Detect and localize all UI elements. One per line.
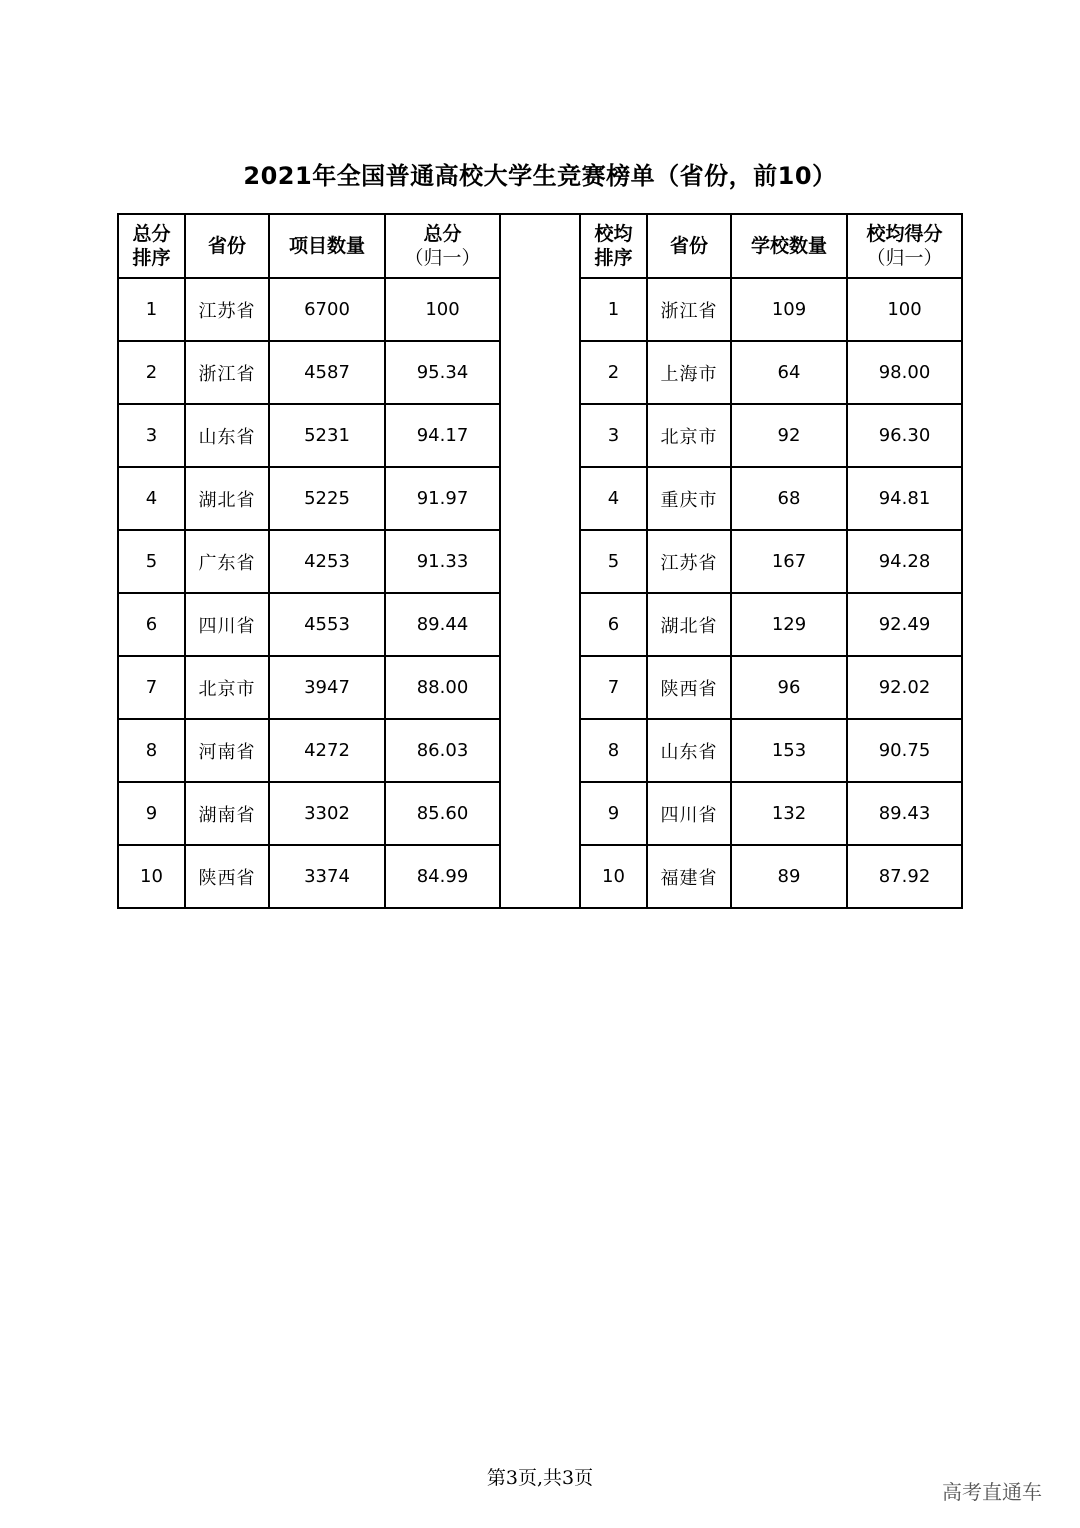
left-score-cell: 85.60 (385, 782, 500, 845)
left-province-cell: 广东省 (185, 530, 269, 593)
left-province-cell: 湖北省 (185, 467, 269, 530)
left-count-cell: 4553 (269, 593, 385, 656)
left-score-cell: 86.03 (385, 719, 500, 782)
header-province-left: 省份 (185, 214, 269, 278)
right-score-cell: 96.30 (847, 404, 962, 467)
right-count-cell: 153 (731, 719, 847, 782)
left-count-cell: 3947 (269, 656, 385, 719)
right-rank-cell: 4 (580, 467, 647, 530)
right-rank-cell: 10 (580, 845, 647, 908)
header-total-score-line1: 总分 (423, 223, 462, 245)
left-rank-cell: 2 (118, 341, 185, 404)
right-province-cell: 陕西省 (647, 656, 731, 719)
right-province-cell: 浙江省 (647, 278, 731, 341)
left-province-cell: 山东省 (185, 404, 269, 467)
right-count-cell: 109 (731, 278, 847, 341)
right-province-cell: 福建省 (647, 845, 731, 908)
left-count-cell: 3302 (269, 782, 385, 845)
left-province-cell: 湖南省 (185, 782, 269, 845)
header-school-count: 学校数量 (731, 214, 847, 278)
left-score-cell: 91.97 (385, 467, 500, 530)
right-rank-cell: 8 (580, 719, 647, 782)
left-score-cell: 95.34 (385, 341, 500, 404)
right-rank-cell: 3 (580, 404, 647, 467)
header-avg-rank (580, 214, 647, 278)
header-total-rank-line1: 总分 (132, 223, 171, 245)
right-count-cell: 167 (731, 530, 847, 593)
left-score-cell: 89.44 (385, 593, 500, 656)
right-rank-cell: 1 (580, 278, 647, 341)
right-rank-cell: 6 (580, 593, 647, 656)
header-total-rank (118, 214, 185, 278)
left-count-cell: 4587 (269, 341, 385, 404)
right-rank-cell: 2 (580, 341, 647, 404)
left-count-cell: 5225 (269, 467, 385, 530)
right-score-cell: 94.28 (847, 530, 962, 593)
right-province-cell: 山东省 (647, 719, 731, 782)
right-province-cell: 上海市 (647, 341, 731, 404)
header-total-score-line2: （归一） (404, 247, 481, 269)
page-number: 第3页,共3页 (486, 1467, 594, 1489)
right-count-cell: 129 (731, 593, 847, 656)
left-rank-cell: 4 (118, 467, 185, 530)
header-total-rank-line2: 排序 (132, 247, 171, 269)
header-total-score (385, 214, 500, 278)
header-avg-score-line2: （归一） (866, 247, 943, 269)
header-project-count: 项目数量 (269, 214, 385, 278)
right-province-cell: 四川省 (647, 782, 731, 845)
watermark: 高考直通车 (942, 1480, 1042, 1504)
left-province-cell: 河南省 (185, 719, 269, 782)
right-score-cell: 90.75 (847, 719, 962, 782)
right-count-cell: 132 (731, 782, 847, 845)
left-rank-cell: 1 (118, 278, 185, 341)
left-score-cell: 100 (385, 278, 500, 341)
right-score-cell: 89.43 (847, 782, 962, 845)
page-title: 2021年全国普通高校大学生竞赛榜单（省份，前10） (243, 162, 837, 190)
right-rank-cell: 7 (580, 656, 647, 719)
left-score-cell: 94.17 (385, 404, 500, 467)
left-count-cell: 4272 (269, 719, 385, 782)
left-province-cell: 江苏省 (185, 278, 269, 341)
left-rank-cell: 3 (118, 404, 185, 467)
header-province-right: 省份 (647, 214, 731, 278)
left-rank-cell: 10 (118, 845, 185, 908)
right-score-cell: 100 (847, 278, 962, 341)
left-rank-cell: 5 (118, 530, 185, 593)
right-province-cell: 北京市 (647, 404, 731, 467)
right-count-cell: 89 (731, 845, 847, 908)
header-avg-rank-line1: 校均 (594, 223, 633, 245)
left-rank-cell: 8 (118, 719, 185, 782)
table-gap (500, 214, 580, 908)
left-count-cell: 4253 (269, 530, 385, 593)
right-province-cell: 江苏省 (647, 530, 731, 593)
right-count-cell: 96 (731, 656, 847, 719)
right-score-cell: 87.92 (847, 845, 962, 908)
right-score-cell: 92.49 (847, 593, 962, 656)
left-score-cell: 84.99 (385, 845, 500, 908)
right-count-cell: 92 (731, 404, 847, 467)
right-province-cell: 湖北省 (647, 593, 731, 656)
right-score-cell: 98.00 (847, 341, 962, 404)
left-count-cell: 5231 (269, 404, 385, 467)
left-province-cell: 北京市 (185, 656, 269, 719)
header-avg-score-line1: 校均得分 (866, 223, 943, 245)
right-score-cell: 92.02 (847, 656, 962, 719)
left-score-cell: 91.33 (385, 530, 500, 593)
right-count-cell: 68 (731, 467, 847, 530)
left-province-cell: 浙江省 (185, 341, 269, 404)
header-row (118, 214, 962, 278)
right-rank-cell: 5 (580, 530, 647, 593)
left-province-cell: 陕西省 (185, 845, 269, 908)
left-rank-cell: 9 (118, 782, 185, 845)
right-rank-cell: 9 (580, 782, 647, 845)
left-province-cell: 四川省 (185, 593, 269, 656)
left-score-cell: 88.00 (385, 656, 500, 719)
left-count-cell: 6700 (269, 278, 385, 341)
left-count-cell: 3374 (269, 845, 385, 908)
ranking-table (117, 213, 963, 909)
left-rank-cell: 6 (118, 593, 185, 656)
right-score-cell: 94.81 (847, 467, 962, 530)
header-avg-rank-line2: 排序 (594, 247, 633, 269)
left-rank-cell: 7 (118, 656, 185, 719)
header-avg-score (847, 214, 962, 278)
right-province-cell: 重庆市 (647, 467, 731, 530)
right-count-cell: 64 (731, 341, 847, 404)
